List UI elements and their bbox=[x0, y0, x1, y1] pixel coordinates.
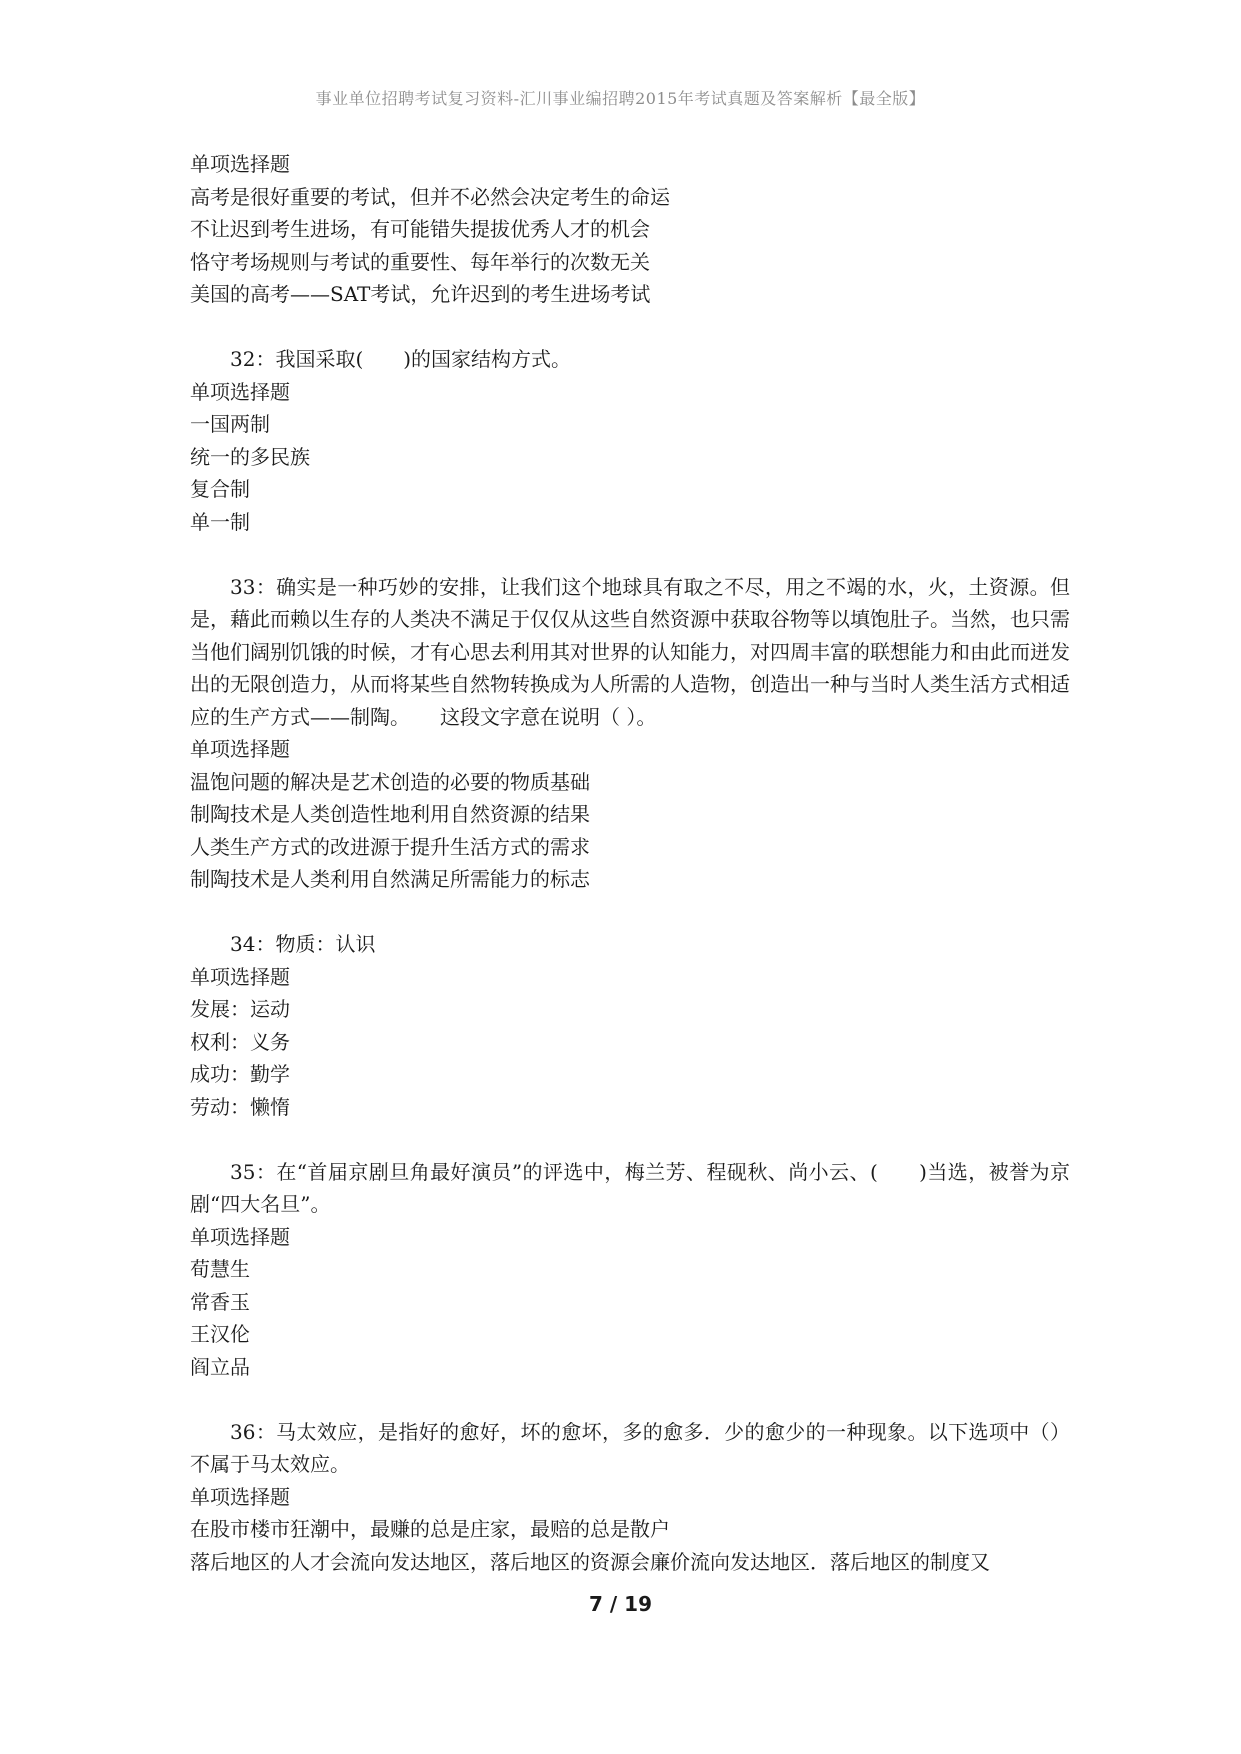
option-b: 统一的多民族 bbox=[190, 444, 310, 469]
question-stem: 36：马太效应，是指好的愈好，坏的愈坏，多的愈多．少的愈少的一种现象。以下选项中（）不属于马太效应。 bbox=[190, 1419, 1070, 1476]
question-type: 单项选择题 bbox=[190, 379, 290, 404]
option-c: 人类生产方式的改进源于提升生活方式的需求 bbox=[190, 834, 590, 859]
option-a: 高考是很好重要的考试，但并不必然会决定考生的命运 bbox=[190, 184, 670, 209]
page-number: 7 / 19 bbox=[589, 1592, 652, 1616]
option-d: 单一制 bbox=[190, 509, 250, 534]
option-b: 不让迟到考生进场，有可能错失提拔优秀人才的机会 bbox=[190, 217, 650, 241]
question-type: 单项选择题 bbox=[190, 1484, 290, 1509]
option-a: 在股市楼市狂潮中，最赚的总是庄家，最赔的总是散户 bbox=[190, 1517, 670, 1541]
option-c: 成功：勤学 bbox=[190, 1062, 290, 1086]
question-stem: 33：确实是一种巧妙的安排，让我们这个地球具有取之不尽，用之不竭的水，火，土资源。但是，藉此而赖以生存的人类决不满足于仅仅从这些自然资源中获取谷物等以填饱肚子。当然，也只需当他们阔别饥饿的时候，才有心思去利用其对世界的认知能力，对四周丰富的联想能力和由此而迸发出的无限创造力，从而将某些自然物转换成为人所需的人造物，创造出一种与当时人类生活方式相适应的生产方式——制陶。 这段文字意在说明（ ）。 bbox=[190, 574, 1070, 729]
option-a: 温饱问题的解决是艺术创造的必要的物质基础 bbox=[190, 769, 590, 794]
option-a: 发展：运动 bbox=[190, 997, 290, 1021]
option-d: 阎立品 bbox=[190, 1354, 250, 1379]
option-b: 落后地区的人才会流向发达地区，落后地区的资源会廉价流向发达地区．落后地区的制度又 bbox=[190, 1549, 990, 1574]
question-stem: 32：我国采取( )的国家结构方式。 bbox=[230, 347, 572, 371]
option-c: 王汉伦 bbox=[190, 1322, 250, 1346]
option-d: 制陶技术是人类利用自然满足所需能力的标志 bbox=[190, 867, 590, 891]
option-a: 荀慧生 bbox=[190, 1257, 250, 1281]
question-block-33 bbox=[190, 571, 1070, 896]
question-stem: 34：物质：认识 bbox=[230, 932, 376, 956]
option-d: 美国的高考——SAT考试，允许迟到的考生进场考试 bbox=[190, 282, 651, 306]
question-block-32 bbox=[190, 343, 1070, 538]
question-stem: 35：在“首届京剧旦角最好演员”的评选中，梅兰芳、程砚秋、尚小云、( )当选，被誉为京剧“四大名旦”。 bbox=[190, 1159, 1070, 1216]
option-a: 一国两制 bbox=[190, 412, 270, 436]
option-c: 复合制 bbox=[190, 477, 250, 501]
question-block-35 bbox=[190, 1156, 1070, 1384]
question-type: 单项选择题 bbox=[190, 1224, 290, 1249]
question-type: 单项选择题 bbox=[190, 964, 290, 989]
question-type: 单项选择题 bbox=[190, 737, 290, 761]
question-block-36 bbox=[190, 1416, 1070, 1579]
question-block-31 bbox=[190, 148, 1070, 311]
option-b: 制陶技术是人类创造性地利用自然资源的结果 bbox=[190, 802, 590, 826]
option-d: 劳动：懒惰 bbox=[190, 1094, 290, 1119]
document-body bbox=[190, 148, 1070, 1578]
question-block-34 bbox=[190, 928, 1070, 1123]
option-b: 常香玉 bbox=[190, 1289, 250, 1314]
question-type: 单项选择题 bbox=[190, 152, 290, 176]
page-header: 事业单位招聘考试复习资料-汇川事业编招聘2015年考试真题及答案解析【最全版】 bbox=[315, 89, 926, 108]
option-c: 恪守考场规则与考试的重要性、每年举行的次数无关 bbox=[190, 249, 650, 274]
option-b: 权利：义务 bbox=[190, 1029, 290, 1054]
